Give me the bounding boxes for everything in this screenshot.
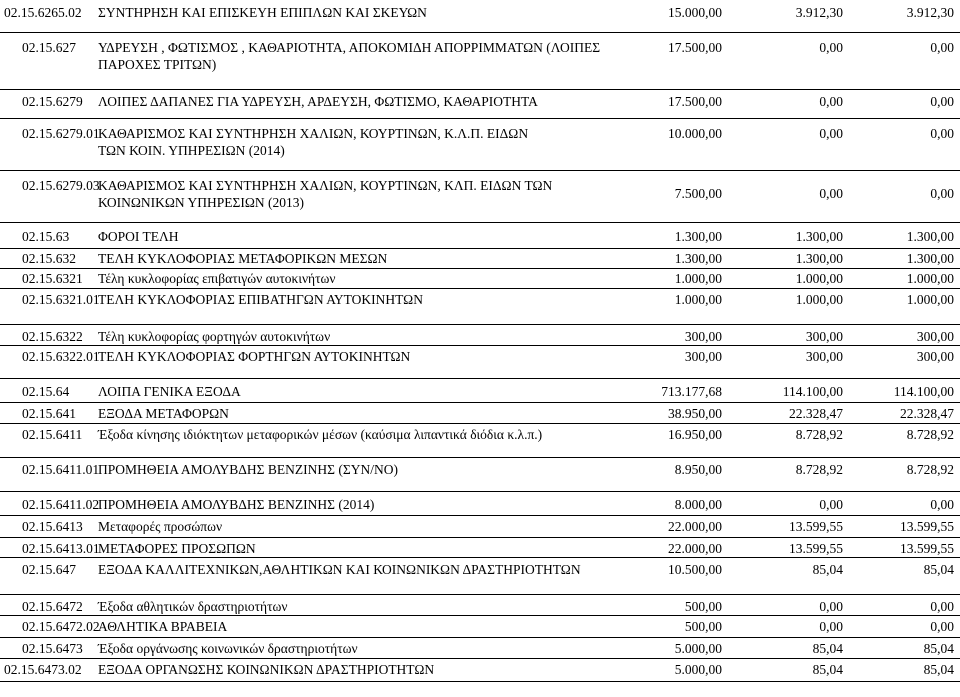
row-amount-1: 38.950,00: [668, 406, 722, 421]
row-amount-1: 17.500,00: [668, 94, 722, 109]
table-row: [0, 378, 960, 403]
row-code: 02.15.6321: [22, 271, 83, 286]
row-amount-3: 13.599,55: [900, 519, 954, 534]
row-amount-1: 1.000,00: [674, 292, 722, 307]
row-code: 02.15.6413: [22, 519, 83, 534]
row-description: ΠΡΟΜΗΘΕΙΑ ΑΜΟΛΥΒΔΗΣ ΒΕΝΖΙΝΗΣ (2014): [98, 497, 375, 512]
row-amount-3: 114.100,00: [893, 384, 954, 399]
row-amount-2: 22.328,47: [789, 406, 843, 421]
row-code: 02.15.6322.01: [22, 349, 100, 364]
row-code: 02.15.6411.01: [22, 462, 100, 477]
row-amount-1: 1.000,00: [674, 271, 722, 286]
row-amount-3: 0,00: [930, 619, 954, 634]
row-amount-3: 13.599,55: [900, 541, 954, 556]
row-code: 02.15.6411.02: [22, 497, 100, 512]
row-amount-2: 1.300,00: [795, 251, 843, 266]
row-description: ΤΕΛΗ ΚΥΚΛΟΦΟΡΙΑΣ ΜΕΤΑΦΟΡΙΚΩΝ ΜΕΣΩΝ: [98, 251, 388, 266]
row-code: 02.15.64: [22, 384, 70, 399]
row-description: ΜΕΤΑΦΟΡΕΣ ΠΡΟΣΩΠΩΝ: [98, 541, 256, 556]
row-amount-2: 13.599,55: [789, 541, 843, 556]
row-description: Έξοδα αθλητικών δραστηριοτήτων: [98, 599, 288, 614]
row-amount-3: 85,04: [923, 662, 954, 677]
row-amount-1: 1.300,00: [674, 229, 722, 244]
row-amount-2: 0,00: [819, 497, 843, 512]
row-amount-2: 3.912,30: [795, 5, 843, 20]
table-row: [0, 637, 960, 658]
table-row: [0, 537, 960, 558]
row-amount-1: 500,00: [684, 599, 722, 614]
row-amount-1: 17.500,00: [668, 40, 722, 55]
row-amount-2: 1.300,00: [795, 229, 843, 244]
row-amount-1: 8.950,00: [674, 462, 722, 477]
table-row: [0, 32, 960, 89]
row-code: 02.15.6411: [22, 427, 83, 442]
row-amount-3: 22.328,47: [900, 406, 954, 421]
table-row: [0, 515, 960, 536]
row-description: Τέλη κυκλοφορίας φορτηγών αυτοκινήτων: [98, 329, 331, 344]
row-amount-2: 300,00: [805, 329, 843, 344]
row-amount-2: 13.599,55: [789, 519, 843, 534]
table-row: [0, 118, 960, 169]
row-code: 02.15.641: [22, 406, 76, 421]
row-amount-2: 85,04: [812, 641, 843, 656]
table-row: [0, 402, 960, 423]
row-amount-3: 85,04: [923, 562, 954, 577]
row-description: ΚΑΘΑΡΙΣΜΟΣ ΚΑΙ ΣΥΝΤΗΡΗΣΗ ΧΑΛΙΩΝ, ΚΟΥΡΤΙΝΩΝ, Κ.Λ.Π. ΕΙΔΩΝ ΤΩΝ ΚΟΙΝ. ΥΠΗΡΕΣΙΩΝ (2014): [98, 126, 529, 158]
row-description: Μεταφορές προσώπων: [98, 519, 223, 534]
row-amount-1: 16.950,00: [668, 427, 722, 442]
row-description: ΕΞΟΔΑ ΟΡΓΑΝΩΣΗΣ ΚΟΙΝΩΝΙΚΩΝ ΔΡΑΣΤΗΡΙΟΤΗΤΩΝ: [98, 662, 435, 677]
row-amount-2: 0,00: [819, 94, 843, 109]
row-code: 02.15.6279.01: [22, 126, 100, 141]
row-amount-1: 1.300,00: [674, 251, 722, 266]
row-amount-2: 85,04: [812, 562, 843, 577]
table-row: [0, 170, 960, 221]
row-amount-3: 0,00: [930, 186, 954, 201]
row-amount-3: 0,00: [930, 599, 954, 614]
row-description: ΤΕΛΗ ΚΥΚΛΟΦΟΡΙΑΣ ΦΟΡΤΗΓΩΝ ΑΥΤΟΚΙΝΗΤΩΝ: [98, 349, 411, 364]
row-amount-1: 500,00: [684, 619, 722, 634]
row-description: ΚΑΘΑΡΙΣΜΟΣ ΚΑΙ ΣΥΝΤΗΡΗΣΗ ΧΑΛΙΩΝ, ΚΟΥΡΤΙΝΩΝ, ΚΛΠ. ΕΙΔΩΝ ΤΩΝ ΚΟΙΝΩΝΙΚΩΝ ΥΠΗΡΕΣΙΩΝ (2013): [98, 178, 553, 210]
row-amount-1: 713.177,68: [661, 384, 722, 399]
row-amount-1: 300,00: [684, 329, 722, 344]
row-amount-3: 3.912,30: [906, 5, 954, 20]
row-description: ΕΞΟΔΑ ΚΑΛΛΙΤΕΧΝΙΚΩΝ,ΑΘΛΗΤΙΚΩΝ ΚΑΙ ΚΟΙΝΩΝΙΚΩΝ ΔΡΑΣΤΗΡΙΟΤΗΤΩΝ: [98, 562, 581, 577]
row-amount-3: 85,04: [923, 641, 954, 656]
row-code: 02.15.6413.01: [22, 541, 100, 556]
row-amount-2: 1.000,00: [795, 271, 843, 286]
row-code: 02.15.6321.01: [22, 292, 100, 307]
table-row: [0, 658, 960, 682]
row-amount-1: 7.500,00: [674, 186, 722, 201]
row-code: 02.15.6279: [22, 94, 83, 109]
row-amount-3: 1.000,00: [906, 292, 954, 307]
table-row: [0, 248, 960, 269]
row-amount-1: 10.500,00: [668, 562, 722, 577]
row-description: ΑΘΛΗΤΙΚΑ ΒΡΑΒΕΙΑ: [98, 619, 228, 634]
row-amount-1: 300,00: [684, 349, 722, 364]
row-code: 02.15.6473: [22, 641, 83, 656]
row-description: Έξοδα κίνησης ιδιόκτητων μεταφορικών μέσων (καύσιμα λιπαντικά διόδια κ.λ.π.): [98, 427, 543, 442]
row-amount-2: 114.100,00: [782, 384, 843, 399]
row-code: 02.15.63: [22, 229, 70, 244]
row-amount-3: 0,00: [930, 94, 954, 109]
row-amount-3: 0,00: [930, 497, 954, 512]
row-code: 02.15.627: [22, 40, 76, 55]
row-description: ΣΥΝΤΗΡΗΣΗ ΚΑΙ ΕΠΙΣΚΕΥΗ ΕΠΙΠΛΩΝ ΚΑΙ ΣΚΕΥΩΝ: [98, 5, 427, 20]
row-description: ΥΔΡΕΥΣΗ , ΦΩΤΙΣΜΟΣ , ΚΑΘΑΡΙΟΤΗΤΑ, ΑΠΟΚΟΜΙΔΗ ΑΠΟΡΡΙΜΜΑΤΩΝ (ΛΟΙΠΕΣ ΠΑΡΟΧΕΣ ΤΡΙΤΩΝ): [98, 40, 601, 72]
table-row: [0, 615, 960, 636]
row-amount-1: 15.000,00: [668, 5, 722, 20]
row-amount-2: 8.728,92: [795, 462, 843, 477]
row-amount-1: 5.000,00: [674, 641, 722, 656]
row-description: ΕΞΟΔΑ ΜΕΤΑΦΟΡΩΝ: [98, 406, 229, 421]
row-amount-2: 0,00: [819, 186, 843, 201]
row-amount-3: 1.300,00: [906, 229, 954, 244]
table-row: [0, 4, 960, 24]
row-description: ΠΡΟΜΗΘΕΙΑ ΑΜΟΛΥΒΔΗΣ ΒΕΝΖΙΝΗΣ (ΣΥΝ/ΝΟ): [98, 462, 398, 477]
row-description: ΤΕΛΗ ΚΥΚΛΟΦΟΡΙΑΣ ΕΠΙΒΑΤΗΓΩΝ ΑΥΤΟΚΙΝΗΤΩΝ: [98, 292, 423, 307]
table-row: [0, 222, 960, 249]
row-code: 02.15.6265.02: [4, 5, 82, 20]
row-description: ΛΟΙΠΕΣ ΔΑΠΑΝΕΣ ΓΙΑ ΥΔΡΕΥΣΗ, ΑΡΔΕΥΣΗ, ΦΩΤΙΣΜΟ, ΚΑΘΑΡΙΟΤΗΤΑ: [98, 94, 538, 109]
row-amount-3: 1.300,00: [906, 251, 954, 266]
row-amount-2: 8.728,92: [795, 427, 843, 442]
row-amount-2: 1.000,00: [795, 292, 843, 307]
row-amount-1: 10.000,00: [668, 126, 722, 141]
table-row: [0, 288, 960, 324]
table-row: [0, 491, 960, 515]
table-row: [0, 423, 960, 456]
row-amount-3: 8.728,92: [906, 462, 954, 477]
table-row: [0, 557, 960, 592]
table-row: [0, 345, 960, 376]
row-description: Τέλη κυκλοφορίας επιβατιγών αυτοκινήτων: [98, 271, 336, 286]
row-amount-2: 0,00: [819, 40, 843, 55]
row-amount-3: 300,00: [916, 349, 954, 364]
row-amount-2: 0,00: [819, 599, 843, 614]
row-amount-1: 5.000,00: [674, 662, 722, 677]
table-row: [0, 457, 960, 488]
row-description: Έξοδα οργάνωσης κοινωνικών δραστηριοτήτων: [98, 641, 358, 656]
row-amount-2: 0,00: [819, 126, 843, 141]
row-code: 02.15.6279.03: [22, 178, 100, 193]
row-amount-3: 300,00: [916, 329, 954, 344]
row-amount-1: 22.000,00: [668, 541, 722, 556]
row-amount-2: 300,00: [805, 349, 843, 364]
row-description: ΛΟΙΠΑ ΓΕΝΙΚΑ ΕΞΟΔΑ: [98, 384, 241, 399]
row-amount-3: 0,00: [930, 126, 954, 141]
table-row: [0, 324, 960, 345]
row-amount-1: 8.000,00: [674, 497, 722, 512]
row-code: 02.15.6473.02: [4, 662, 82, 677]
row-code: 02.15.6472.02: [22, 619, 100, 634]
table-row: [0, 594, 960, 615]
row-amount-2: 85,04: [812, 662, 843, 677]
table-row: [0, 268, 960, 289]
row-code: 02.15.6472: [22, 599, 83, 614]
row-code: 02.15.647: [22, 562, 76, 577]
table-row: [0, 89, 960, 118]
row-amount-1: 22.000,00: [668, 519, 722, 534]
row-code: 02.15.632: [22, 251, 76, 266]
row-description: ΦΟΡΟΙ ΤΕΛΗ: [98, 229, 179, 244]
row-amount-2: 0,00: [819, 619, 843, 634]
row-amount-3: 0,00: [930, 40, 954, 55]
row-code: 02.15.6322: [22, 329, 83, 344]
row-amount-3: 1.000,00: [906, 271, 954, 286]
row-amount-3: 8.728,92: [906, 427, 954, 442]
